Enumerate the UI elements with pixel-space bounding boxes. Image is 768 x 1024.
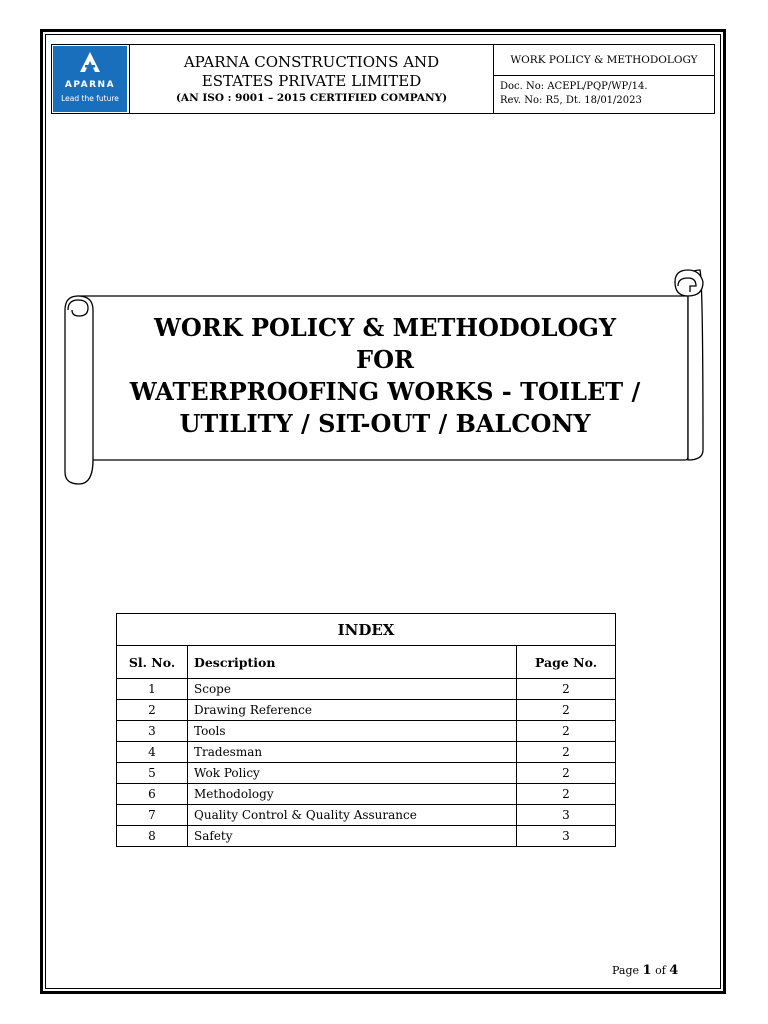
title-line1: WORK POLICY & METHODOLOGY [153, 313, 617, 342]
row-number: 4 [117, 742, 188, 763]
aparna-logo [53, 46, 127, 112]
index-title: INDEX [117, 614, 616, 646]
row-description: Quality Control & Quality Assurance [188, 805, 517, 826]
row-description: Drawing Reference [188, 700, 517, 721]
row-number: 6 [117, 784, 188, 805]
table-row [117, 763, 616, 784]
current-page: 1 [642, 963, 652, 978]
title-line4: UTILITY / SIT-OUT / BALCONY [179, 409, 591, 438]
table-row [117, 721, 616, 742]
row-description: Tools [188, 721, 517, 742]
row-page-number: 2 [517, 721, 616, 742]
row-number: 8 [117, 826, 188, 847]
logo-cell [52, 45, 130, 113]
index-table [116, 613, 616, 847]
row-description: Safety [188, 826, 517, 847]
table-row [117, 700, 616, 721]
row-description: Methodology [188, 784, 517, 805]
company-name-cell [130, 45, 494, 113]
table-row [117, 826, 616, 847]
row-number: 3 [117, 721, 188, 742]
logo-wordmark: APARNA [64, 80, 116, 90]
row-page-number: 2 [517, 700, 616, 721]
document-type: WORK POLICY & METHODOLOGY [494, 45, 714, 76]
title-line2: FOR [356, 345, 414, 374]
row-number: 7 [117, 805, 188, 826]
table-row [117, 784, 616, 805]
index-header-row [117, 646, 616, 679]
row-page-number: 2 [517, 742, 616, 763]
column-header-page-no: Page No. [517, 646, 616, 679]
company-name-line2: ESTATES PRIVATE LIMITED [201, 72, 422, 90]
table-row [117, 679, 616, 700]
table-row [117, 805, 616, 826]
page-number [612, 963, 678, 978]
document-meta-cell [494, 45, 714, 113]
row-description: Scope [188, 679, 517, 700]
document-header [51, 44, 715, 114]
title-line3: WATERPROOFING WORKS - TOILET / [129, 377, 641, 406]
total-pages: 4 [669, 963, 679, 978]
iso-certification: (AN ISO : 9001 – 2015 CERTIFIED COMPANY) [175, 92, 448, 104]
document-title [90, 312, 680, 440]
row-page-number: 3 [517, 826, 616, 847]
row-number: 5 [117, 763, 188, 784]
column-header-sl-no: Sl. No. [117, 646, 188, 679]
column-header-description: Description [188, 646, 517, 679]
row-page-number: 3 [517, 805, 616, 826]
row-description: Wok Policy [188, 763, 517, 784]
table-row [117, 742, 616, 763]
row-description: Tradesman [188, 742, 517, 763]
of-word: of [655, 964, 666, 977]
aparna-a-logo-icon [79, 51, 101, 73]
document-number: Doc. No: ACEPL/PQP/WP/14. [500, 81, 648, 92]
row-page-number: 2 [517, 763, 616, 784]
revision-number: Rev. No: R5, Dt. 18/01/2023 [500, 95, 642, 106]
row-page-number: 2 [517, 784, 616, 805]
row-page-number: 2 [517, 679, 616, 700]
page-word: Page [612, 964, 640, 977]
company-name-line1: APARNA CONSTRUCTIONS AND [183, 53, 440, 71]
row-number: 2 [117, 700, 188, 721]
logo-tagline: Lead the future [61, 94, 119, 103]
row-number: 1 [117, 679, 188, 700]
